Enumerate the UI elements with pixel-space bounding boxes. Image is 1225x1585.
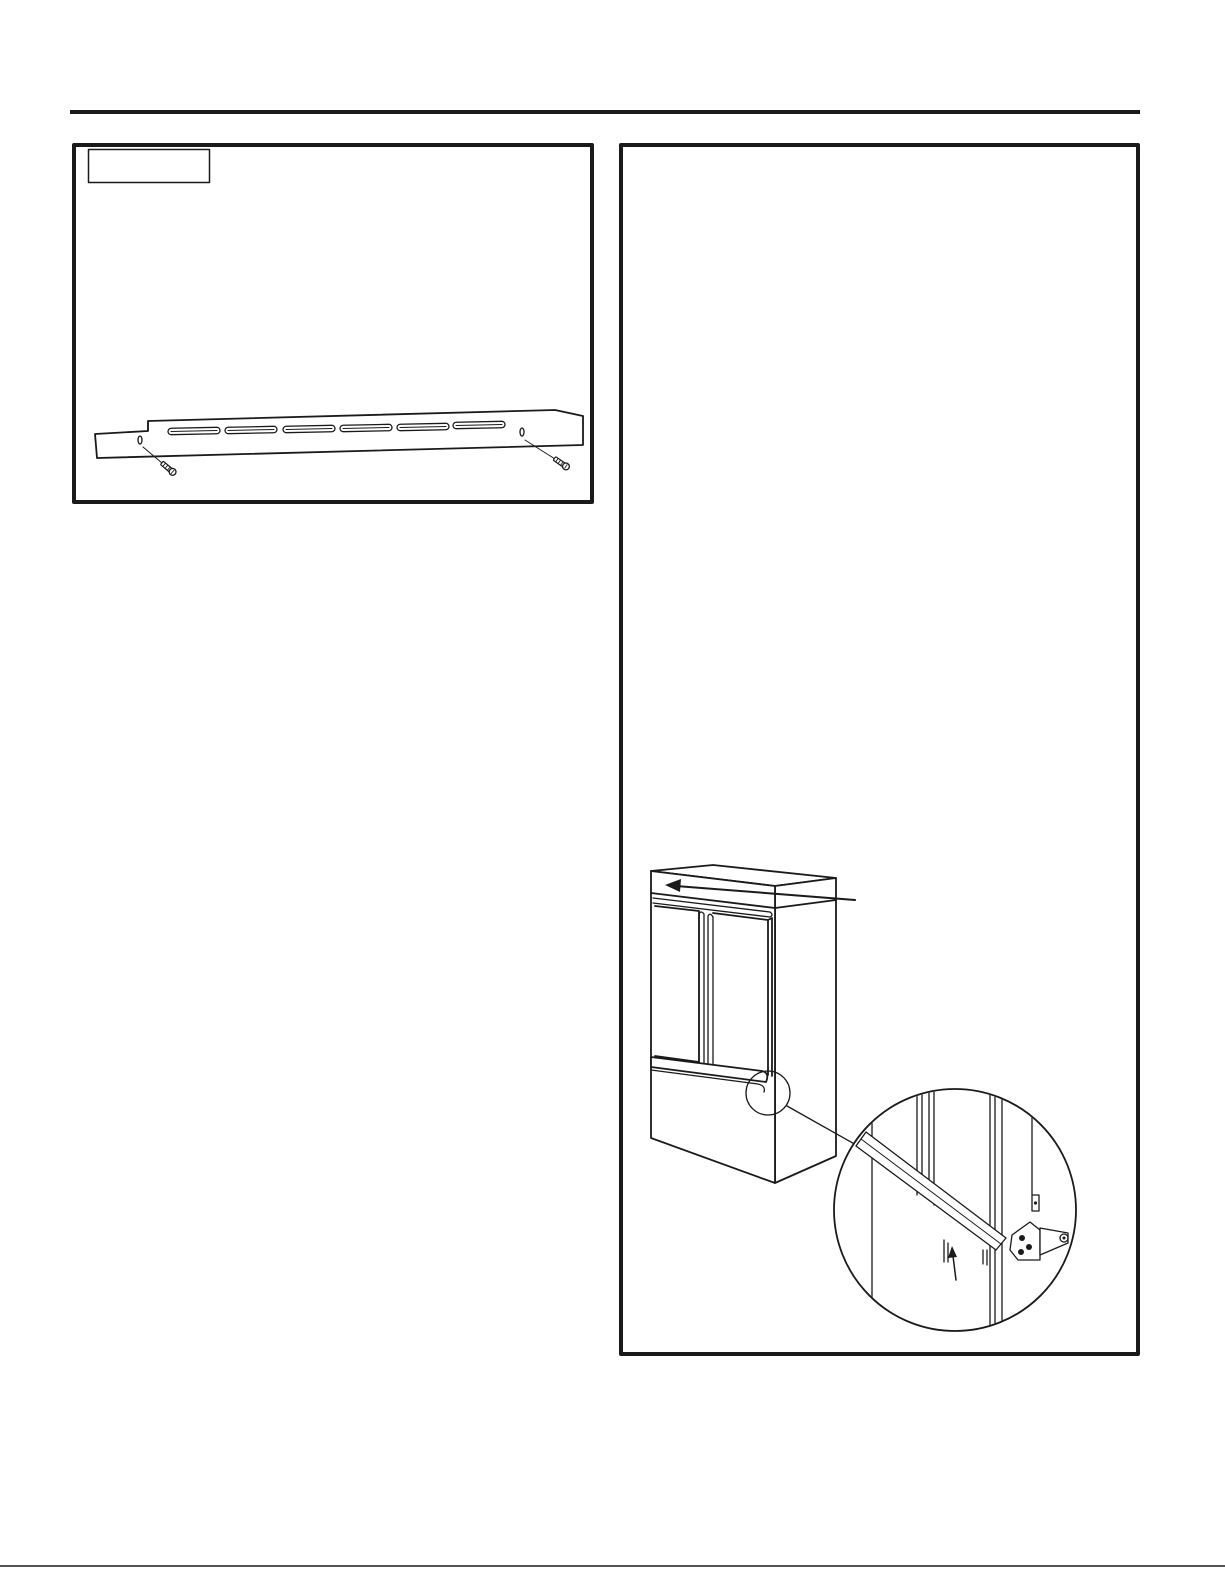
hinge-screw bbox=[1018, 1249, 1024, 1255]
screw-icon bbox=[160, 460, 178, 476]
top-rule bbox=[70, 110, 1140, 114]
hinge-screw bbox=[1019, 1235, 1025, 1241]
hinge-bracket-pin bbox=[1034, 1201, 1037, 1204]
left-panel bbox=[74, 145, 592, 502]
hinge-screw bbox=[1026, 1244, 1032, 1250]
vent-grille-with-screws-illustration bbox=[95, 410, 583, 477]
refrigerator-icon bbox=[651, 865, 836, 1183]
hinge-pivot-center bbox=[1063, 1237, 1066, 1240]
right-panel bbox=[621, 145, 1138, 1354]
screw-icon bbox=[552, 456, 570, 472]
refrigerator-side bbox=[775, 878, 836, 1183]
hinge-detail-magnified bbox=[834, 1085, 1076, 1340]
refrigerator-with-hinge-detail-illustration bbox=[651, 865, 1076, 1340]
label-box bbox=[89, 150, 210, 183]
